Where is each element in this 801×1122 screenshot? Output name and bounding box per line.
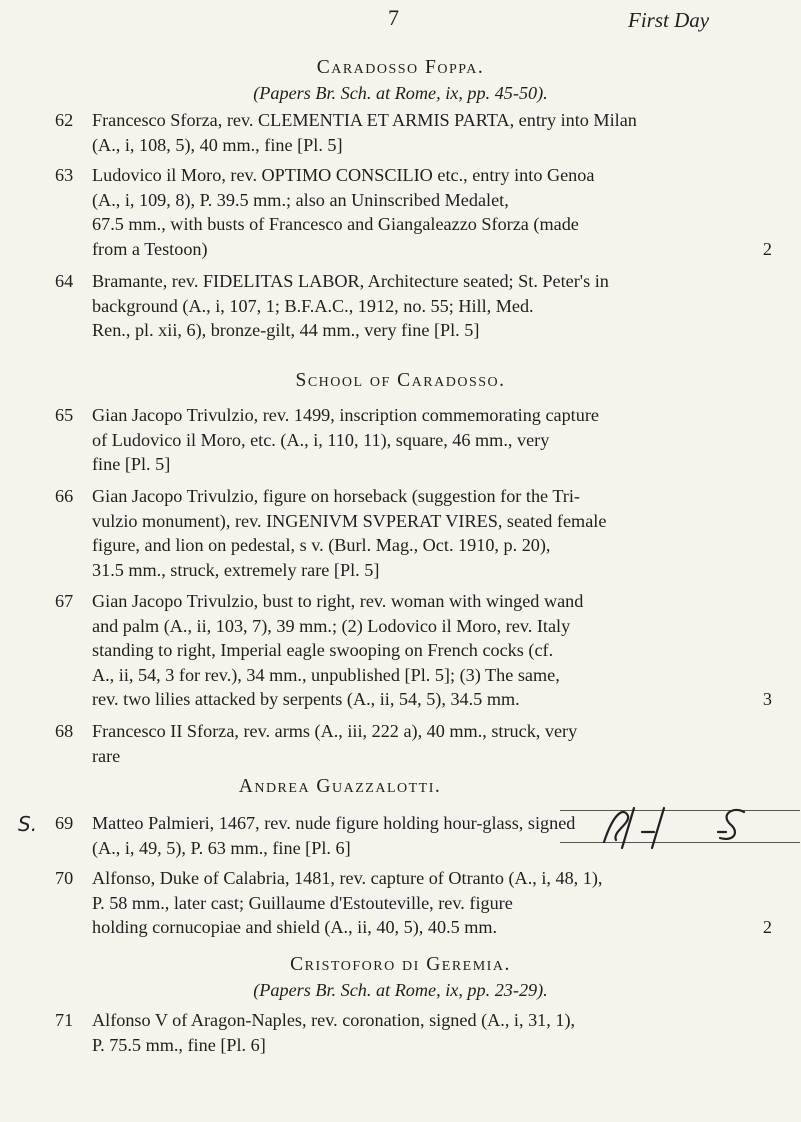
lot-line: holding cornucopiae and shield (A., ii, 40, 5), 40.5 mm. bbox=[92, 917, 498, 937]
running-head: First Day bbox=[628, 8, 710, 32]
section-subtitle: (Papers Br. Sch. at Rome, ix, pp. 45-50). bbox=[253, 82, 548, 103]
lot-line: Gian Jacopo Trivulzio, bust to right, rev. woman with winged wand bbox=[92, 591, 584, 611]
lot-description bbox=[92, 589, 772, 712]
lot-number: 65 bbox=[55, 405, 74, 425]
lot-number: 66 bbox=[55, 486, 74, 506]
section-title: School of Caradosso. bbox=[295, 370, 506, 391]
lot-line: 67.5 mm., with busts of Francesco and Giangaleazzo Sforza (made bbox=[92, 214, 579, 234]
lot-estimate: 2 bbox=[762, 917, 772, 937]
section-title: Andrea Guazzalotti. bbox=[238, 776, 442, 797]
lot-line: and palm (A., ii, 103, 7), 39 mm.; (2) Lodovico il Moro, rev. Italy bbox=[92, 615, 571, 636]
lot-description bbox=[92, 403, 772, 477]
lot-description bbox=[92, 1008, 772, 1057]
lot-number: 64 bbox=[55, 271, 74, 291]
section-guazzalotti bbox=[0, 775, 560, 800]
lot-number: 71 bbox=[55, 1010, 74, 1030]
lot-line: Matteo Palmieri, 1467, rev. nude figure holding hour-glass, signed bbox=[92, 813, 576, 833]
section-title: Cristoforo di Geremia. bbox=[290, 954, 511, 975]
section-title: Caradosso Foppa. bbox=[316, 57, 485, 78]
lot-line: fine [Pl. 5] bbox=[92, 454, 171, 474]
lot-line: background (A., i, 107, 1; B.F.A.C., 1912, no. 55; Hill, Med. bbox=[92, 295, 534, 316]
lot-description bbox=[92, 866, 772, 940]
lot-line: Alfonso, Duke of Calabria, 1481, rev. capture of Otranto (A., i, 48, 1), bbox=[92, 868, 603, 888]
margin-annotation: S. bbox=[18, 812, 38, 836]
lot-line: (A., i, 109, 8), P. 39.5 mm.; also an Uninscribed Medalet, bbox=[92, 189, 509, 210]
lot-number: 67 bbox=[55, 591, 74, 611]
lot-line: figure, and lion on pedestal, s v. (Burl. Mag., Oct. 1910, p. 20), bbox=[92, 535, 551, 555]
lot-line: (A., i, 49, 5), P. 63 mm., fine [Pl. 6] bbox=[92, 837, 351, 858]
lot-description bbox=[92, 163, 772, 261]
lot-line: from a Testoon) bbox=[92, 238, 208, 259]
lot-number: 70 bbox=[55, 868, 74, 888]
lot-line: rev. two lilies attacked by serpents (A., ii, 54, 5), 34.5 mm. bbox=[92, 689, 520, 709]
lot-line: P. 75.5 mm., fine [Pl. 6] bbox=[92, 1034, 266, 1055]
lot-line: A., ii, 54, 3 for rev.), 34 mm., unpublished [Pl. 5]; (3) The same, bbox=[92, 664, 560, 685]
lot-line: P. 58 mm., later cast; Guillaume d'Estouteville, rev. figure bbox=[92, 892, 513, 913]
lot-description bbox=[92, 484, 772, 582]
lot-number: 68 bbox=[55, 721, 74, 741]
section-geremia bbox=[0, 953, 801, 1002]
lot-estimate: 3 bbox=[762, 689, 772, 709]
lot-line: Bramante, rev. FIDELITAS LABOR, Architecture seated; St. Peter's in bbox=[92, 271, 609, 291]
lot-description bbox=[92, 108, 772, 157]
lot-number: 69 bbox=[55, 813, 74, 833]
lot-line: rare bbox=[92, 745, 121, 766]
lot-description bbox=[92, 269, 772, 343]
lot-number: 63 bbox=[55, 165, 74, 185]
lot-line: Gian Jacopo Trivulzio, rev. 1499, inscription commemorating capture bbox=[92, 405, 599, 425]
lot-description bbox=[92, 811, 592, 860]
lot-line: standing to right, Imperial eagle swooping on French cocks (cf. bbox=[92, 640, 554, 660]
lot-line: (A., i, 108, 5), 40 mm., fine [Pl. 5] bbox=[92, 134, 343, 155]
section-caradosso bbox=[0, 56, 801, 105]
lot-line: Ludovico il Moro, rev. OPTIMO CONSCILIO etc., entry into Genoa bbox=[92, 165, 595, 185]
lot-number: 62 bbox=[55, 110, 74, 130]
lot-line: Francesco Sforza, rev. CLEMENTIA ET ARMIS PARTA, entry into Milan bbox=[92, 110, 637, 130]
section-school-of-caradosso bbox=[0, 369, 801, 394]
lot-line: Gian Jacopo Trivulzio, figure on horseback (suggestion for the Tri- bbox=[92, 486, 580, 506]
lot-line: of Ludovico il Moro, etc. (A., i, 110, 11), square, 46 mm., very bbox=[92, 429, 550, 450]
page-header bbox=[0, 4, 801, 32]
lot-line: Alfonso V of Aragon-Naples, rev. coronation, signed (A., i, 31, 1), bbox=[92, 1010, 576, 1030]
section-subtitle: (Papers Br. Sch. at Rome, ix, pp. 23-29). bbox=[253, 979, 548, 1000]
page-number: 7 bbox=[388, 5, 399, 30]
lot-description bbox=[92, 719, 772, 768]
lot-line: vulzio monument), rev. INGENIVM SVPERAT VIRES, seated female bbox=[92, 510, 607, 531]
lot-estimate: 2 bbox=[762, 238, 772, 259]
lot-line: 31.5 mm., struck, extremely rare [Pl. 5] bbox=[92, 559, 380, 580]
lot-line: Francesco II Sforza, rev. arms (A., iii, 222 a), 40 mm., struck, very bbox=[92, 721, 578, 741]
handwritten-signature bbox=[594, 802, 794, 852]
lot-line: Ren., pl. xii, 6), bronze-gilt, 44 mm., very fine [Pl. 5] bbox=[92, 320, 480, 340]
